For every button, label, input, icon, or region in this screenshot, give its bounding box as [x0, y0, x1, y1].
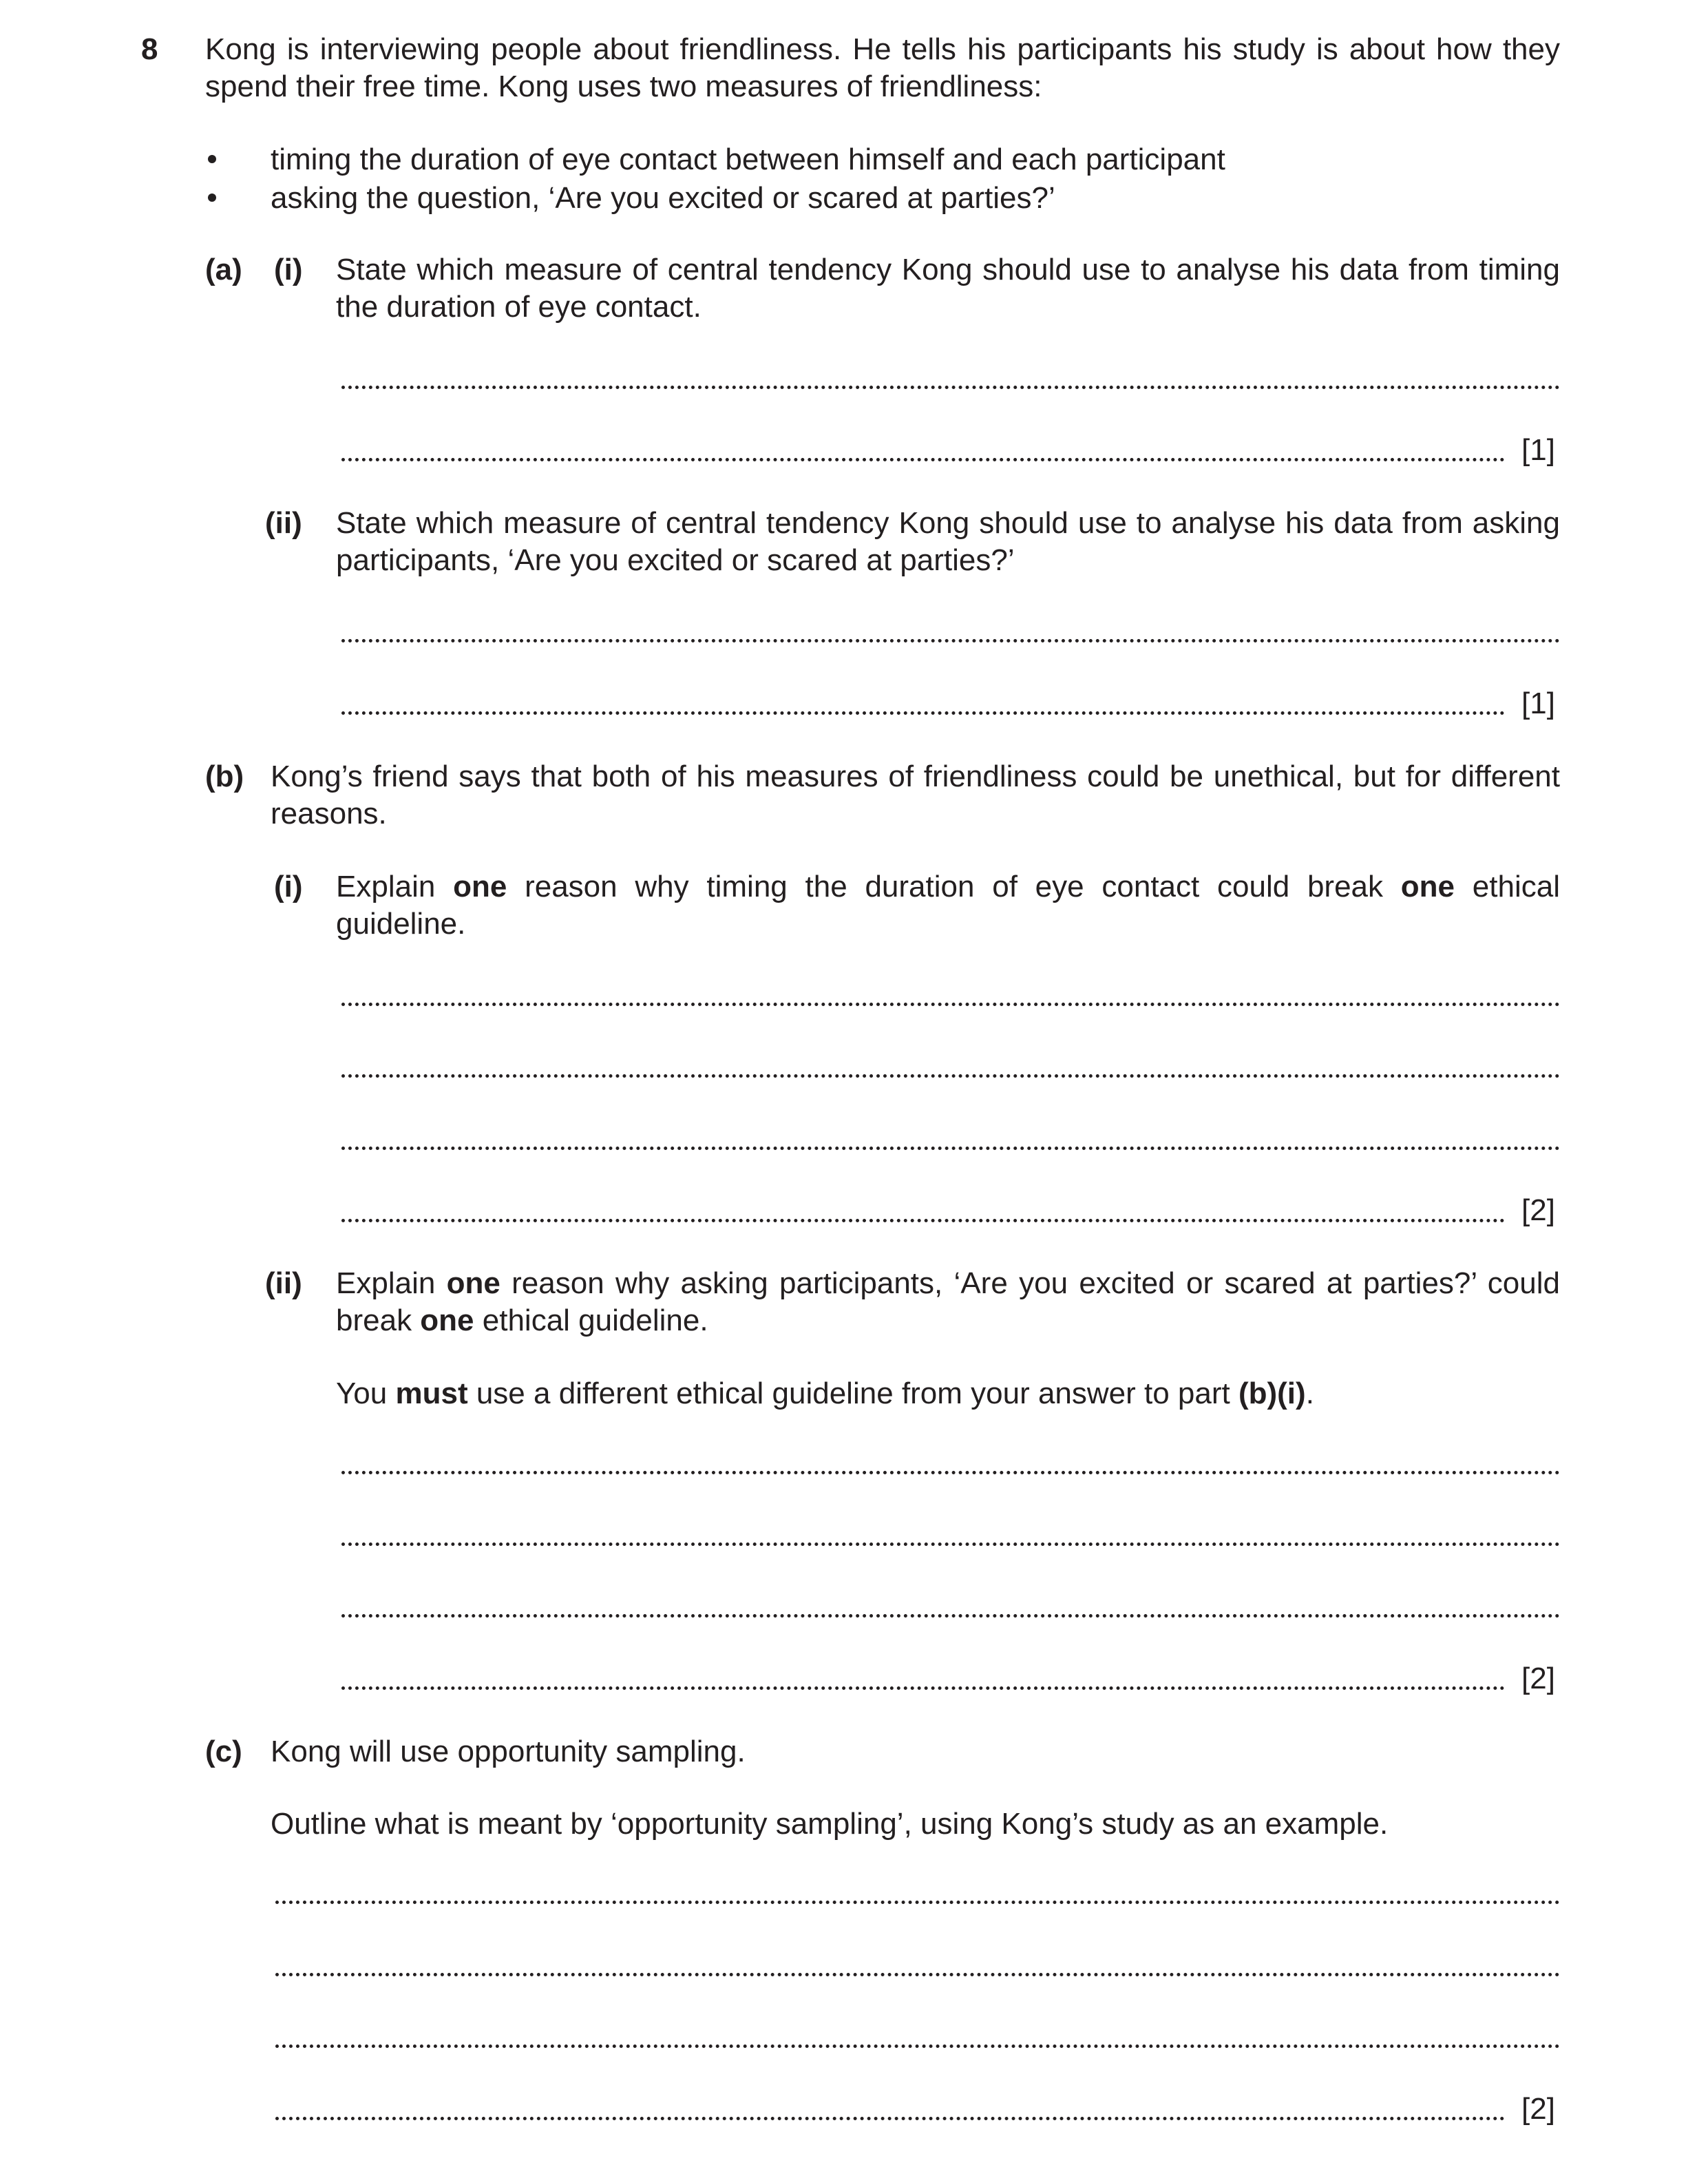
- answer-line[interactable]: [275, 2117, 1505, 2120]
- marks-label: [1]: [1521, 687, 1555, 720]
- marks-label: [2]: [1521, 2092, 1555, 2126]
- question-intro: Kong is interviewing people about friendliness. He tells his participants his study is about how they spend their free time. Kong uses two measures of friendliness:: [205, 32, 1560, 103]
- answer-line[interactable]: [341, 458, 1505, 461]
- bullet-item-1: timing the duration of eye contact between himself and each participant: [271, 143, 1225, 176]
- marks-label: [2]: [1521, 1193, 1555, 1227]
- answer-line[interactable]: [341, 1614, 1560, 1618]
- question-number: 8: [141, 32, 158, 66]
- answer-line[interactable]: [341, 1686, 1505, 1690]
- bullet-item-2: asking the question, ‘Are you excited or scared at parties?’: [271, 181, 1055, 215]
- answer-line[interactable]: [341, 1003, 1560, 1006]
- part-b-intro: Kong’s friend says that both of his measures of friendliness could be unethical, but for different reasons.: [271, 760, 1560, 830]
- answer-line[interactable]: [341, 386, 1560, 389]
- part-b-i-question: Explain one reason why timing the duration of eye contact could break one ethical guideline.: [336, 870, 1560, 941]
- answer-line[interactable]: [341, 639, 1560, 642]
- answer-line[interactable]: [341, 1074, 1560, 1078]
- marks-label: [1]: [1521, 433, 1555, 467]
- marks-label: [2]: [1521, 1662, 1555, 1695]
- part-a-label: (a): [205, 253, 242, 286]
- part-a-ii-question: State which measure of central tendency Kong should use to analyse his data from asking participants, ‘Are you excited or scared at parties?’: [336, 506, 1560, 577]
- answer-line[interactable]: [341, 1542, 1560, 1546]
- part-a-i-label: (i): [274, 253, 303, 286]
- answer-line[interactable]: [341, 1471, 1560, 1474]
- answer-line[interactable]: [341, 1219, 1505, 1222]
- bullet-icon: [208, 194, 216, 202]
- bullet-icon: [208, 155, 216, 163]
- part-b-label: (b): [205, 760, 244, 793]
- answer-line[interactable]: [275, 1973, 1560, 1976]
- answer-line[interactable]: [341, 711, 1505, 715]
- part-a-i-question: State which measure of central tendency Kong should use to analyse his data from timing the duration of eye contact.: [336, 253, 1560, 324]
- answer-line[interactable]: [275, 1901, 1560, 1904]
- part-b-ii-note: You must use a different ethical guideline from your answer to part (b)(i).: [336, 1377, 1314, 1410]
- part-c-statement: Kong will use opportunity sampling.: [271, 1735, 746, 1768]
- answer-line[interactable]: [275, 2044, 1560, 2048]
- answer-line[interactable]: [341, 1147, 1560, 1150]
- part-c-instruction: Outline what is meant by ‘opportunity sampling’, using Kong’s study as an example.: [271, 1807, 1389, 1841]
- part-c-label: (c): [205, 1735, 242, 1768]
- part-b-ii-label: (ii): [265, 1266, 302, 1300]
- part-b-i-label: (i): [274, 870, 303, 903]
- part-b-ii-question: Explain one reason why asking participants, ‘Are you excited or scared at parties?’ could break one ethical guideline.: [336, 1266, 1560, 1337]
- part-a-ii-label: (ii): [265, 506, 302, 540]
